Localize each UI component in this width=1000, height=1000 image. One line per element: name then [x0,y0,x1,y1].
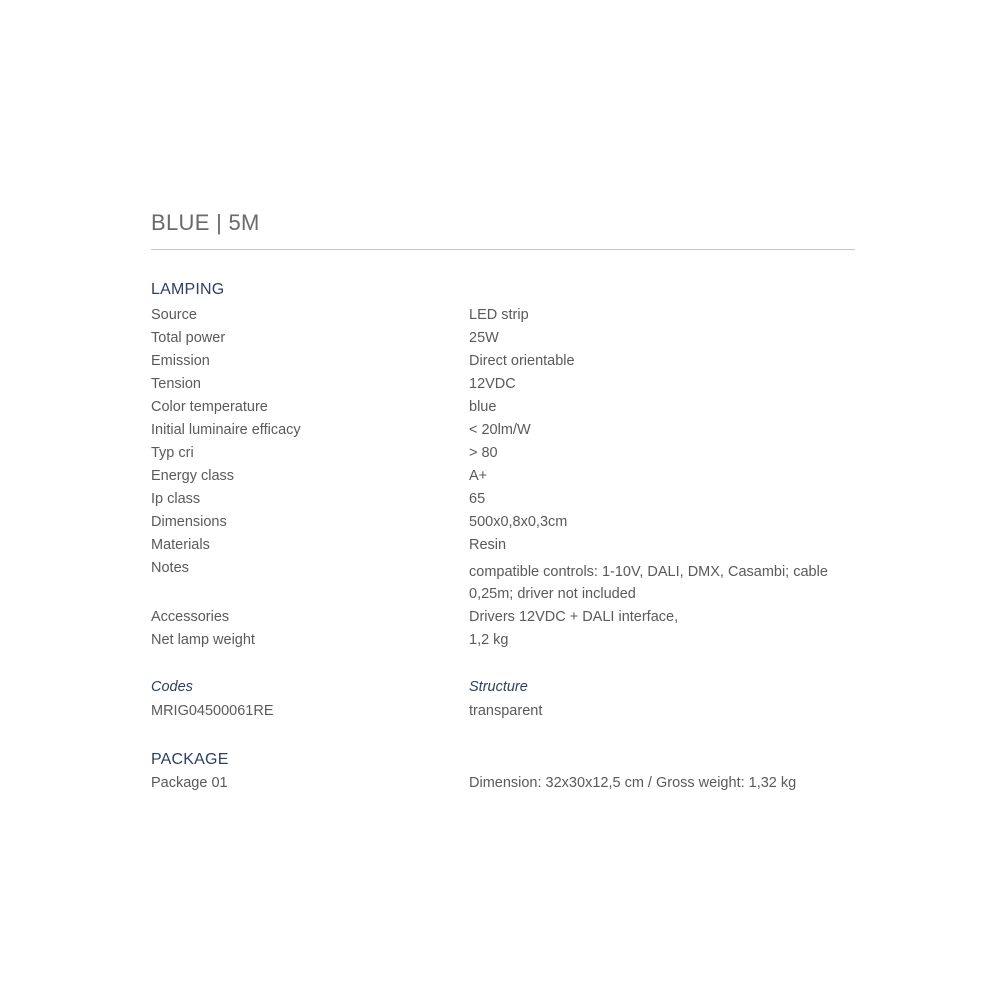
spec-row-net-lamp-weight [151,629,855,652]
spec-value: < 20lm/W [469,422,531,438]
lamping-spec-list [151,304,855,652]
spec-row-ip-class [151,488,855,511]
title-divider [151,249,855,250]
spec-label: Color temperature [151,399,268,415]
codes-heading: Codes [151,679,193,695]
spec-label: Materials [151,537,210,553]
spec-label: Emission [151,353,210,369]
spec-value: > 80 [469,445,498,461]
spec-row-emission [151,350,855,373]
spec-value: 1,2 kg [469,632,509,648]
spec-value: 12VDC [469,376,516,392]
spec-row-luminaire-efficacy [151,419,855,442]
spec-label: Energy class [151,468,235,484]
spec-value: blue [469,399,497,415]
spec-row-notes [151,557,855,606]
spec-row-accessories [151,606,855,629]
spec-label: Tension [151,376,201,392]
spec-value: LED strip [469,307,529,323]
product-code: MRIG04500061RE [151,703,274,719]
spec-label: Ip class [151,491,201,507]
spec-row-energy-class [151,465,855,488]
spec-label: Typ cri [151,445,194,461]
spec-value: compatible controls: 1-10V, DALI, DMX, Casambi; cable 0,25m; driver not included [469,564,828,602]
spec-row-color-temperature [151,396,855,419]
spec-value: Resin [469,537,507,553]
spec-value: 25W [469,330,499,346]
spec-row-dimensions [151,511,855,534]
product-title: BLUE | 5M [151,210,260,235]
spec-label: Source [151,307,197,323]
spec-row-materials [151,534,855,557]
spec-value: Drivers 12VDC + DALI interface, [469,609,679,625]
structure-heading: Structure [469,679,528,695]
lamping-heading: LAMPING [151,281,225,298]
spec-value: 500x0,8x0,3cm [469,514,568,530]
spec-label: Dimensions [151,514,227,530]
structure-value: transparent [469,703,543,719]
package-name: Package 01 [151,775,228,791]
package-heading: PACKAGE [151,751,229,768]
package-details: Dimension: 32x30x12,5 cm / Gross weight: 1,32 kg [469,775,797,791]
spec-value: Direct orientable [469,353,575,369]
spec-label: Net lamp weight [151,632,255,648]
spec-label: Notes [151,560,189,576]
spec-label: Initial luminaire efficacy [151,422,301,438]
spec-row-typ-cri [151,442,855,465]
spec-label: Accessories [151,609,230,625]
spec-label: Total power [151,330,226,346]
spec-value: A+ [469,468,488,484]
spec-value: 65 [469,491,486,507]
spec-row-source [151,304,855,327]
spec-row-total-power [151,327,855,350]
spec-row-tension [151,373,855,396]
